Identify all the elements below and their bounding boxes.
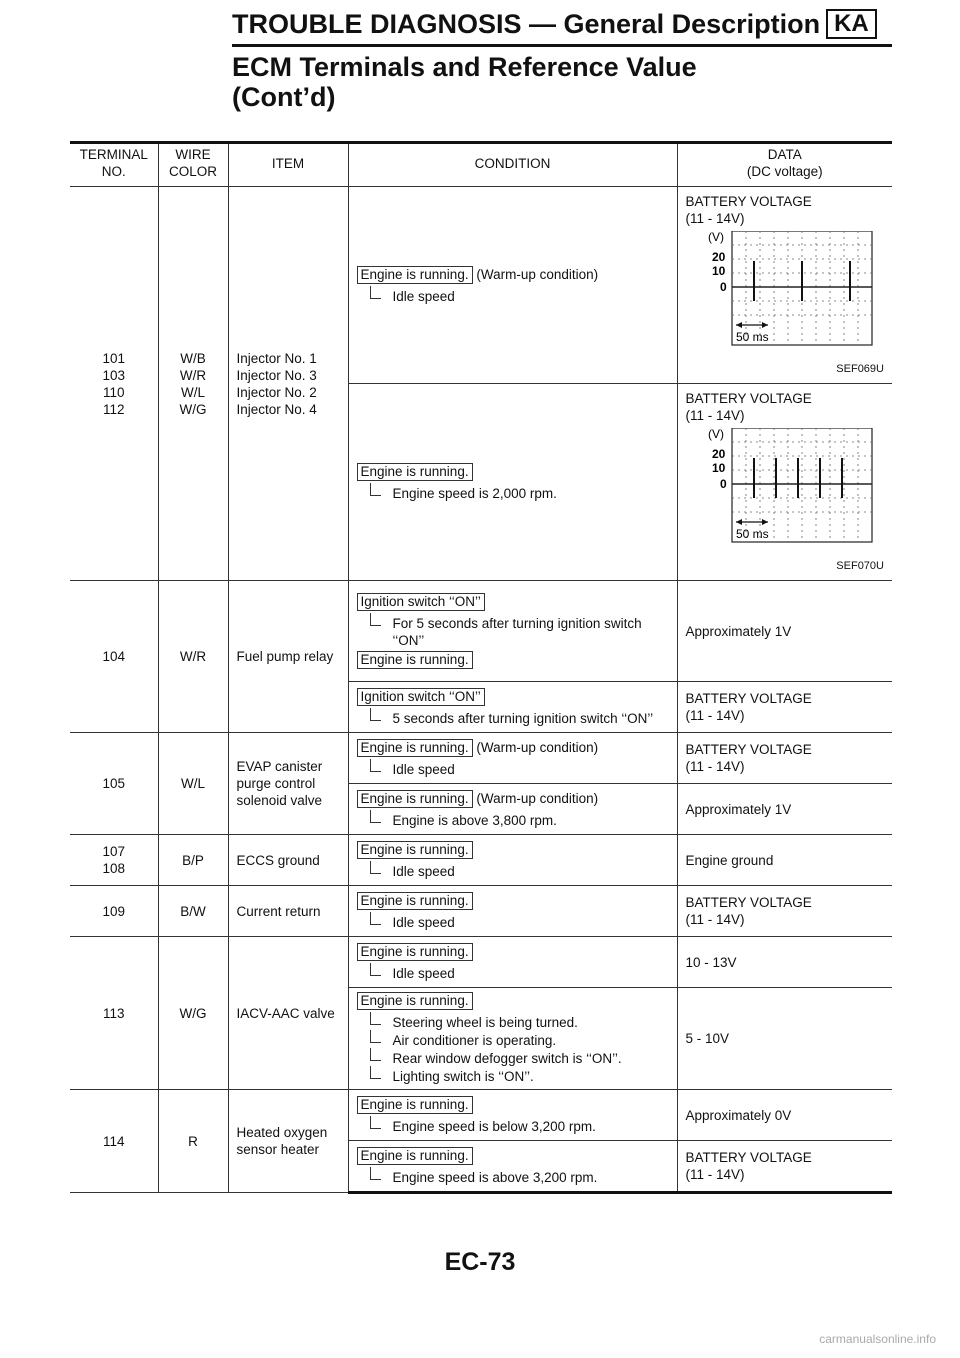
condition-sub: For 5 seconds after turning ignition switch ‘‘ON’’ xyxy=(357,615,669,649)
condition-sub: Idle speed xyxy=(357,914,669,931)
condition-sub: Lighting switch is ‘‘ON’’. xyxy=(357,1068,669,1085)
condition-cell xyxy=(348,1090,677,1141)
wire-cell: R xyxy=(158,1090,228,1193)
col-condition: CONDITION xyxy=(348,143,677,187)
condition-cell xyxy=(348,784,677,835)
col-data: DATA (DC voltage) xyxy=(677,143,892,187)
table-row xyxy=(70,581,892,682)
item-cell: Current return xyxy=(228,886,348,937)
condition-cell xyxy=(348,835,677,886)
terminal-table xyxy=(70,141,892,1194)
condition-cell xyxy=(348,988,677,1090)
svg-text:0: 0 xyxy=(719,477,727,491)
terminal-cell: 109 xyxy=(70,886,158,937)
table-row xyxy=(70,733,892,784)
terminal-cell: 114 xyxy=(70,1090,158,1193)
data-cell: Approximately 1V xyxy=(677,581,892,682)
col-item: ITEM xyxy=(228,143,348,187)
condition-sub: Rear window defogger switch is ‘‘ON’’. xyxy=(357,1050,669,1067)
condition-box: Engine is running. xyxy=(357,651,473,669)
svg-text:10: 10 xyxy=(711,461,725,475)
col-terminal: TERMINAL NO. xyxy=(70,143,158,187)
item-cell: IACV-AAC valve xyxy=(228,937,348,1090)
item-cell: Injector No. 1 Injector No. 3 Injector No. 2 Injector No. 4 xyxy=(228,187,348,581)
figure-code: SEF070U xyxy=(836,560,884,572)
terminal-cell: 105 xyxy=(70,733,158,835)
condition-note: (Warm-up condition) xyxy=(476,790,599,806)
condition-sub: Idle speed xyxy=(357,965,669,982)
condition-cell xyxy=(348,937,677,988)
table-row xyxy=(70,835,892,886)
data-cell: 5 - 10V xyxy=(677,988,892,1090)
condition-note: (Warm-up condition) xyxy=(476,739,599,755)
svg-text:50 ms: 50 ms xyxy=(735,527,769,541)
table-row xyxy=(70,1090,892,1141)
table-row xyxy=(70,187,892,384)
data-cell: BATTERY VOLTAGE (11 - 14V) xyxy=(677,886,892,937)
terminal-cell: 104 xyxy=(70,581,158,733)
condition-sub: Engine speed is 2,000 rpm. xyxy=(357,485,669,502)
section-code-badge: KA xyxy=(826,9,877,39)
condition-cell xyxy=(348,733,677,784)
data-cell: Approximately 0V xyxy=(677,1090,892,1141)
item-cell: Fuel pump relay xyxy=(228,581,348,733)
col-wire: WIRE COLOR xyxy=(158,143,228,187)
wire-cell: W/R xyxy=(158,581,228,733)
condition-cell xyxy=(348,1141,677,1193)
condition-box: Engine is running. xyxy=(357,841,473,859)
condition-box: Engine is running. xyxy=(357,739,473,757)
condition-sub: Engine speed is below 3,200 rpm. xyxy=(357,1118,669,1135)
condition-sub: 5 seconds after turning ignition switch ‘‘ON’’ xyxy=(357,710,669,727)
header-rule xyxy=(232,44,892,47)
condition-cell xyxy=(348,187,677,384)
wire-cell: W/B W/R W/L W/G xyxy=(158,187,228,581)
condition-sub: Idle speed xyxy=(357,761,669,778)
item-cell: EVAP canister purge control solenoid valve xyxy=(228,733,348,835)
data-cell: BATTERY VOLTAGE (11 - 14V) (V) 20 10 0 50 ms SEF069U xyxy=(677,187,892,384)
wire-cell: B/P xyxy=(158,835,228,886)
page-title: ECM Terminals and Reference Value xyxy=(232,52,697,82)
wire-cell: W/L xyxy=(158,733,228,835)
terminal-cell: 113 xyxy=(70,937,158,1090)
condition-box: Engine is running. xyxy=(357,1096,473,1114)
subtitle-block xyxy=(232,48,892,112)
svg-text:20: 20 xyxy=(711,250,725,264)
terminal-cell: 107 108 xyxy=(70,835,158,886)
condition-box: Engine is running. xyxy=(357,1147,473,1165)
terminal-cell: 101 103 110 112 xyxy=(70,187,158,581)
condition-note: (Warm-up condition) xyxy=(476,266,599,282)
svg-text:10: 10 xyxy=(711,264,725,278)
condition-cell xyxy=(348,384,677,581)
header-line xyxy=(232,8,892,40)
svg-text:(V): (V) xyxy=(707,231,724,244)
condition-sub: Air conditioner is operating. xyxy=(357,1032,669,1049)
table-row xyxy=(70,886,892,937)
condition-box: Ignition switch ‘‘ON’’ xyxy=(357,593,485,611)
figure-code: SEF069U xyxy=(836,363,884,375)
svg-text:0: 0 xyxy=(719,280,727,294)
item-cell: Heated oxygen sensor heater xyxy=(228,1090,348,1193)
svg-text:20: 20 xyxy=(711,447,725,461)
condition-box: Ignition switch ‘‘ON’’ xyxy=(357,688,485,706)
condition-box: Engine is running. xyxy=(357,790,473,808)
condition-cell xyxy=(348,682,677,733)
oscilloscope-waveform-1 xyxy=(692,231,874,355)
data-cell: BATTERY VOLTAGE (11 - 14V) xyxy=(677,682,892,733)
condition-box: Engine is running. xyxy=(357,463,473,481)
condition-box: Engine is running. xyxy=(357,266,473,284)
data-cell: BATTERY VOLTAGE (11 - 14V) (V) 20 10 0 50 ms SEF070U xyxy=(677,384,892,581)
data-cell: Engine ground xyxy=(677,835,892,886)
condition-sub: Idle speed xyxy=(357,288,669,305)
item-cell: ECCS ground xyxy=(228,835,348,886)
condition-box: Engine is running. xyxy=(357,892,473,910)
page-header xyxy=(232,8,892,40)
oscilloscope-waveform-2 xyxy=(692,428,874,552)
condition-sub: Engine is above 3,800 rpm. xyxy=(357,812,669,829)
condition-cell xyxy=(348,581,677,682)
condition-box: Engine is running. xyxy=(357,943,473,961)
page-title-cont: (Cont’d) xyxy=(232,82,336,112)
data-cell: BATTERY VOLTAGE (11 - 14V) xyxy=(677,733,892,784)
data-cell: 10 - 13V xyxy=(677,937,892,988)
table-row xyxy=(70,937,892,988)
svg-text:50 ms: 50 ms xyxy=(735,330,769,344)
condition-sub: Idle speed xyxy=(357,863,669,880)
table-header-row xyxy=(70,143,892,187)
condition-sub: Engine speed is above 3,200 rpm. xyxy=(357,1169,669,1186)
page-number: EC-73 xyxy=(444,1248,516,1276)
section-title: TROUBLE DIAGNOSIS — General Description xyxy=(232,9,821,39)
condition-box: Engine is running. xyxy=(357,992,473,1010)
condition-sub: Steering wheel is being turned. xyxy=(357,1014,669,1031)
data-cell: Approximately 1V xyxy=(677,784,892,835)
svg-text:(V): (V) xyxy=(707,428,724,441)
wire-cell: B/W xyxy=(158,886,228,937)
condition-cell xyxy=(348,886,677,937)
watermark: carmanualsonline.info xyxy=(819,1332,936,1346)
wire-cell: W/G xyxy=(158,937,228,1090)
data-cell: BATTERY VOLTAGE (11 - 14V) xyxy=(677,1141,892,1193)
